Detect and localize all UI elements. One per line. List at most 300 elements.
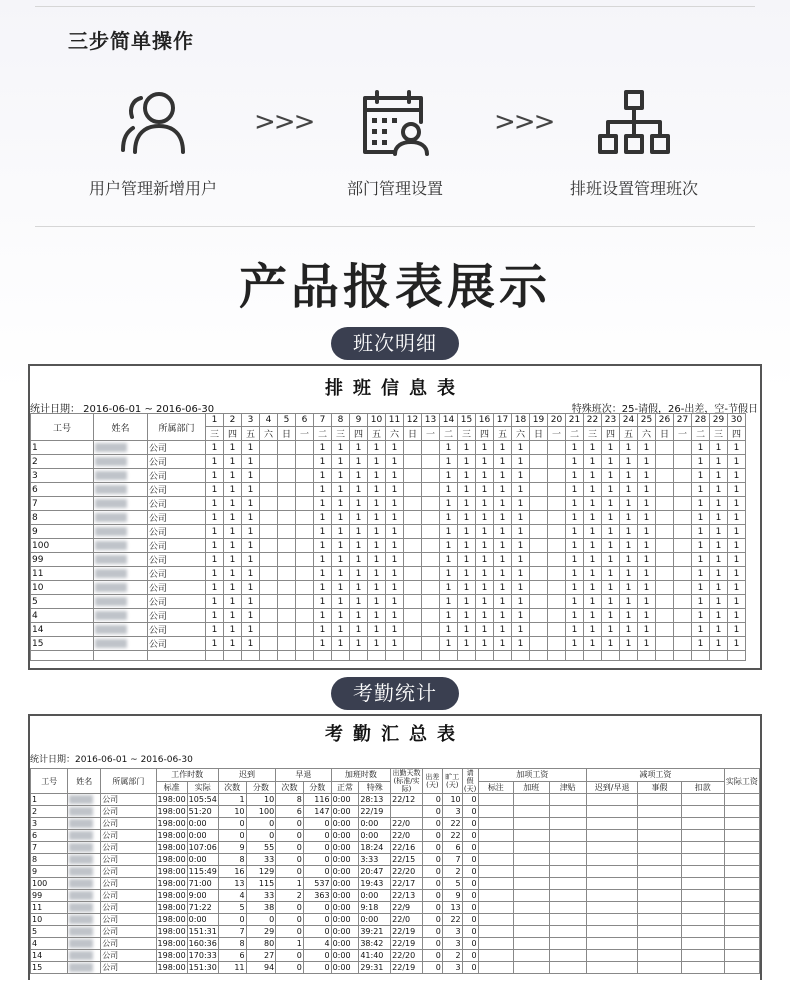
col-header-leave-days: 请假(天) bbox=[463, 769, 477, 793]
wage-cell bbox=[478, 830, 513, 842]
empty-cell bbox=[692, 651, 710, 661]
shift-cell: 1 bbox=[224, 455, 242, 469]
shift-cell bbox=[422, 609, 440, 623]
shift-cell: 1 bbox=[710, 539, 728, 553]
shift-cell: 1 bbox=[620, 497, 638, 511]
shift-cell: 1 bbox=[440, 567, 458, 581]
employee-id: 1 bbox=[31, 441, 94, 455]
section-divider bbox=[35, 226, 755, 227]
actual-hours: 0:00 bbox=[187, 818, 218, 830]
day-header: 16 bbox=[476, 414, 494, 427]
shift-cell: 1 bbox=[584, 469, 602, 483]
shift-cell bbox=[296, 609, 314, 623]
wage-cell bbox=[724, 938, 759, 950]
shift-cell bbox=[278, 581, 296, 595]
shift-cell: 1 bbox=[458, 581, 476, 595]
shift-cell: 1 bbox=[458, 539, 476, 553]
shift-cell: 1 bbox=[458, 511, 476, 525]
ot-special: 18:24 bbox=[359, 842, 391, 854]
shift-cell: 1 bbox=[710, 637, 728, 651]
employee-id: 15 bbox=[31, 962, 68, 974]
shift-cell: 1 bbox=[368, 637, 386, 651]
day-header: 21 bbox=[566, 414, 584, 427]
shift-cell: 1 bbox=[314, 525, 332, 539]
shift-cell: 1 bbox=[350, 525, 368, 539]
attendance-table bbox=[30, 768, 760, 974]
shift-cell: 1 bbox=[242, 581, 260, 595]
shift-cell: 1 bbox=[440, 553, 458, 567]
shift-cell: 1 bbox=[728, 483, 746, 497]
shift-cell bbox=[296, 469, 314, 483]
department: 公司 bbox=[148, 581, 206, 595]
employee-id: 1 bbox=[31, 794, 68, 806]
step-label: 用户管理新增用户 bbox=[88, 179, 217, 198]
day-header: 1 bbox=[206, 414, 224, 427]
schedule-row bbox=[31, 581, 746, 595]
early-times: 1 bbox=[276, 878, 304, 890]
shift-cell: 1 bbox=[602, 581, 620, 595]
wage-cell bbox=[478, 794, 513, 806]
empty-cell bbox=[206, 651, 224, 661]
day-header: 12 bbox=[404, 414, 422, 427]
shift-cell: 1 bbox=[368, 539, 386, 553]
shift-cell: 1 bbox=[512, 469, 530, 483]
day-header: 10 bbox=[368, 414, 386, 427]
attend-days: 22/9 bbox=[391, 902, 423, 914]
shift-cell bbox=[278, 511, 296, 525]
empty-cell bbox=[458, 651, 476, 661]
shift-cell: 1 bbox=[692, 609, 710, 623]
wage-cell bbox=[681, 854, 724, 866]
out-days: 0 bbox=[422, 962, 442, 974]
empty-cell bbox=[148, 651, 206, 661]
empty-cell bbox=[422, 651, 440, 661]
col-header-id: 工号 bbox=[31, 769, 68, 794]
shift-cell: 1 bbox=[386, 623, 404, 637]
department: 公司 bbox=[148, 539, 206, 553]
shift-cell: 1 bbox=[368, 483, 386, 497]
late-minutes: 0 bbox=[246, 914, 276, 926]
shift-cell bbox=[674, 553, 692, 567]
empty-cell bbox=[674, 651, 692, 661]
shift-cell: 1 bbox=[512, 623, 530, 637]
shift-cell: 1 bbox=[692, 511, 710, 525]
attendance-row bbox=[31, 842, 760, 854]
attendance-row bbox=[31, 902, 760, 914]
schedule-row bbox=[31, 483, 746, 497]
ot-normal: 0:00 bbox=[331, 842, 359, 854]
shift-cell: 1 bbox=[566, 455, 584, 469]
ot-special: 3:33 bbox=[359, 854, 391, 866]
early-minutes: 0 bbox=[303, 866, 331, 878]
col-header-absent-days: 旷工(天) bbox=[442, 769, 462, 794]
shift-cell: 1 bbox=[566, 469, 584, 483]
ot-normal: 0:00 bbox=[331, 902, 359, 914]
leave-days: 0 bbox=[462, 854, 478, 866]
shift-cell: 1 bbox=[350, 455, 368, 469]
weekday-header: 四 bbox=[350, 427, 368, 441]
shift-cell: 1 bbox=[224, 539, 242, 553]
schedule-row bbox=[31, 525, 746, 539]
wage-cell bbox=[478, 890, 513, 902]
shift-cell: 1 bbox=[584, 525, 602, 539]
shift-cell: 1 bbox=[458, 623, 476, 637]
attendance-row bbox=[31, 866, 760, 878]
department: 公司 bbox=[148, 623, 206, 637]
weekday-header: 一 bbox=[674, 427, 692, 441]
shift-cell: 1 bbox=[692, 483, 710, 497]
shift-cell: 1 bbox=[620, 483, 638, 497]
step-label: 部门管理设置 bbox=[346, 179, 443, 198]
col-header-work-hours: 工作时数 bbox=[156, 769, 218, 782]
shift-cell bbox=[296, 525, 314, 539]
shift-cell: 1 bbox=[494, 511, 512, 525]
shift-cell bbox=[278, 455, 296, 469]
shift-cell: 1 bbox=[386, 595, 404, 609]
department: 公司 bbox=[101, 830, 156, 842]
weekday-header: 四 bbox=[602, 427, 620, 441]
department: 公司 bbox=[101, 854, 156, 866]
shift-cell: 1 bbox=[440, 539, 458, 553]
late-times: 0 bbox=[218, 830, 246, 842]
wage-cell bbox=[549, 890, 586, 902]
shift-cell bbox=[530, 511, 548, 525]
shift-cell: 1 bbox=[710, 525, 728, 539]
shift-cell: 1 bbox=[494, 483, 512, 497]
leave-days: 0 bbox=[462, 866, 478, 878]
department: 公司 bbox=[101, 938, 156, 950]
blurred-name bbox=[95, 443, 127, 452]
shift-cell: 1 bbox=[602, 567, 620, 581]
shift-cell bbox=[404, 609, 422, 623]
ot-normal: 0:00 bbox=[331, 938, 359, 950]
shift-cell: 1 bbox=[710, 553, 728, 567]
shift-cell bbox=[422, 525, 440, 539]
early-times: 0 bbox=[276, 842, 304, 854]
shift-cell bbox=[278, 567, 296, 581]
early-times: 0 bbox=[276, 854, 304, 866]
employee-id: 100 bbox=[31, 539, 94, 553]
shift-cell: 1 bbox=[224, 595, 242, 609]
shift-cell: 1 bbox=[332, 469, 350, 483]
wage-cell bbox=[681, 818, 724, 830]
leave-days: 0 bbox=[462, 806, 478, 818]
wage-cell bbox=[549, 806, 586, 818]
blurred-name bbox=[69, 951, 93, 960]
shift-cell: 1 bbox=[350, 595, 368, 609]
wage-cell bbox=[586, 830, 638, 842]
wage-cell bbox=[724, 914, 759, 926]
shift-cell: 1 bbox=[458, 567, 476, 581]
shift-cell bbox=[422, 497, 440, 511]
shift-cell: 1 bbox=[638, 567, 656, 581]
shift-cell: 1 bbox=[692, 567, 710, 581]
employee-name bbox=[68, 866, 101, 878]
shift-cell: 1 bbox=[332, 581, 350, 595]
col-header-id: 工号 bbox=[31, 414, 94, 441]
shift-cell bbox=[530, 539, 548, 553]
shift-cell: 1 bbox=[206, 553, 224, 567]
shift-cell: 1 bbox=[332, 497, 350, 511]
schedule-row bbox=[31, 567, 746, 581]
ot-special: 19:43 bbox=[359, 878, 391, 890]
wage-cell bbox=[724, 890, 759, 902]
employee-name bbox=[68, 902, 101, 914]
shift-cell bbox=[260, 525, 278, 539]
wage-cell bbox=[549, 914, 586, 926]
attend-days: 22/20 bbox=[391, 950, 423, 962]
day-header: 24 bbox=[620, 414, 638, 427]
shift-cell: 1 bbox=[242, 469, 260, 483]
attendance-sheet bbox=[28, 714, 762, 980]
shift-cell bbox=[296, 623, 314, 637]
shift-cell: 1 bbox=[458, 553, 476, 567]
shift-cell bbox=[548, 539, 566, 553]
shift-cell: 1 bbox=[584, 609, 602, 623]
late-times: 5 bbox=[218, 902, 246, 914]
shift-cell bbox=[656, 497, 674, 511]
shift-cell: 1 bbox=[692, 595, 710, 609]
schedule-meta bbox=[30, 398, 760, 413]
shift-cell: 1 bbox=[224, 469, 242, 483]
shift-cell: 1 bbox=[314, 609, 332, 623]
employee-name bbox=[94, 609, 148, 623]
shift-cell: 1 bbox=[584, 483, 602, 497]
department: 公司 bbox=[101, 818, 156, 830]
sub-header-normal: 正常 bbox=[331, 781, 359, 794]
wage-cell bbox=[638, 962, 681, 974]
schedule-empty-row bbox=[31, 651, 746, 661]
weekday-header: 六 bbox=[260, 427, 278, 441]
blurred-name bbox=[95, 555, 127, 564]
standard-hours: 198:00 bbox=[157, 807, 186, 816]
shift-cell: 1 bbox=[224, 581, 242, 595]
shift-cell bbox=[656, 469, 674, 483]
standard-hours: 198:00 bbox=[157, 915, 186, 924]
actual-hours: 170:33 bbox=[188, 951, 217, 960]
shift-cell: 1 bbox=[242, 553, 260, 567]
wage-cell bbox=[681, 902, 724, 914]
sub-header-deduct: 事假 bbox=[638, 781, 681, 794]
shift-cell bbox=[548, 525, 566, 539]
shift-cell: 1 bbox=[224, 623, 242, 637]
shift-cell: 1 bbox=[620, 553, 638, 567]
early-minutes: 363 bbox=[303, 890, 331, 902]
absent-days: 6 bbox=[442, 842, 462, 854]
actual-hours: 115:49 bbox=[188, 867, 217, 876]
wage-cell bbox=[638, 866, 681, 878]
employee-id: 8 bbox=[31, 854, 68, 866]
wage-cell bbox=[514, 830, 549, 842]
blurred-name bbox=[69, 903, 93, 912]
shift-cell: 1 bbox=[224, 637, 242, 651]
shift-cell bbox=[656, 525, 674, 539]
day-header: 7 bbox=[314, 414, 332, 427]
shift-cell bbox=[548, 469, 566, 483]
shift-cell: 1 bbox=[332, 525, 350, 539]
users-icon bbox=[113, 88, 193, 158]
leave-days: 0 bbox=[462, 878, 478, 890]
late-minutes: 33 bbox=[246, 890, 276, 902]
employee-id: 2 bbox=[31, 455, 94, 469]
ot-normal: 0:00 bbox=[331, 878, 359, 890]
weekday-header: 二 bbox=[692, 427, 710, 441]
shift-cell: 1 bbox=[458, 609, 476, 623]
department: 公司 bbox=[101, 914, 156, 926]
step-department bbox=[295, 88, 495, 199]
late-times: 11 bbox=[218, 962, 246, 974]
employee-id: 9 bbox=[31, 525, 94, 539]
out-days: 0 bbox=[422, 842, 442, 854]
shift-cell: 1 bbox=[368, 525, 386, 539]
shift-cell: 1 bbox=[710, 609, 728, 623]
wage-cell bbox=[681, 962, 724, 974]
shift-cell bbox=[278, 609, 296, 623]
absent-days: 22 bbox=[442, 914, 462, 926]
ot-normal: 0:00 bbox=[331, 818, 359, 830]
blurred-name bbox=[69, 831, 93, 840]
shift-cell bbox=[674, 511, 692, 525]
shift-cell: 1 bbox=[638, 595, 656, 609]
employee-name bbox=[94, 455, 148, 469]
schedule-special-note: 特殊班次：25-请假，26-出差，空-节假日 bbox=[571, 404, 758, 415]
attendance-date-range: 统计日期：2016-06-01 ~ 2016-06-30 bbox=[30, 755, 193, 765]
blurred-name bbox=[95, 541, 127, 550]
shift-cell: 1 bbox=[476, 455, 494, 469]
late-minutes: 80 bbox=[246, 938, 276, 950]
early-minutes: 0 bbox=[303, 926, 331, 938]
shift-cell: 1 bbox=[692, 623, 710, 637]
shift-cell: 1 bbox=[332, 483, 350, 497]
attendance-row bbox=[31, 938, 760, 950]
employee-name bbox=[94, 623, 148, 637]
shift-cell: 1 bbox=[638, 469, 656, 483]
shift-cell: 1 bbox=[620, 637, 638, 651]
shift-cell: 1 bbox=[638, 623, 656, 637]
shift-cell: 1 bbox=[476, 567, 494, 581]
weekday-header: 日 bbox=[530, 427, 548, 441]
shift-cell: 1 bbox=[566, 539, 584, 553]
shift-cell: 1 bbox=[242, 609, 260, 623]
wage-cell bbox=[514, 914, 549, 926]
shift-cell bbox=[530, 581, 548, 595]
shift-cell: 1 bbox=[512, 539, 530, 553]
shift-cell: 1 bbox=[242, 511, 260, 525]
shift-cell: 1 bbox=[638, 581, 656, 595]
employee-name bbox=[94, 595, 148, 609]
shift-cell: 1 bbox=[476, 623, 494, 637]
shift-cell: 1 bbox=[494, 539, 512, 553]
shift-cell: 1 bbox=[638, 553, 656, 567]
employee-name bbox=[94, 525, 148, 539]
shift-cell bbox=[260, 637, 278, 651]
shift-cell bbox=[548, 609, 566, 623]
shift-cell: 1 bbox=[728, 525, 746, 539]
late-minutes: 100 bbox=[246, 806, 276, 818]
shift-cell bbox=[548, 455, 566, 469]
shift-cell: 1 bbox=[206, 469, 224, 483]
wage-cell bbox=[638, 902, 681, 914]
shift-cell: 1 bbox=[512, 455, 530, 469]
weekday-header: 日 bbox=[278, 427, 296, 441]
shift-cell: 1 bbox=[620, 455, 638, 469]
shift-cell bbox=[278, 469, 296, 483]
shift-cell: 1 bbox=[476, 441, 494, 455]
empty-cell bbox=[656, 651, 674, 661]
empty-cell bbox=[386, 651, 404, 661]
employee-name bbox=[94, 581, 148, 595]
day-header: 30 bbox=[728, 414, 746, 427]
schedule-row bbox=[31, 497, 746, 511]
col-header-deduct-items: 减项工资 bbox=[586, 769, 724, 782]
schedule-row bbox=[31, 539, 746, 553]
employee-name bbox=[94, 441, 148, 455]
actual-hours: 105:54 bbox=[188, 795, 217, 804]
shift-cell: 1 bbox=[350, 511, 368, 525]
shift-cell: 1 bbox=[566, 623, 584, 637]
attend-days: 22/19 bbox=[391, 926, 423, 938]
ot-special: 28:13 bbox=[359, 794, 391, 806]
shift-cell bbox=[548, 581, 566, 595]
early-times: 0 bbox=[276, 950, 304, 962]
standard-hours: 198:00 bbox=[157, 939, 186, 948]
department: 公司 bbox=[101, 866, 156, 878]
shift-cell: 1 bbox=[314, 567, 332, 581]
late-times: 8 bbox=[218, 938, 246, 950]
shift-cell bbox=[422, 567, 440, 581]
employee-id: 6 bbox=[31, 830, 68, 842]
shift-cell bbox=[422, 483, 440, 497]
wage-cell bbox=[724, 818, 759, 830]
shift-cell bbox=[656, 483, 674, 497]
day-header: 8 bbox=[332, 414, 350, 427]
department: 公司 bbox=[148, 469, 206, 483]
wage-cell bbox=[478, 806, 513, 818]
ot-special: 0:00 bbox=[359, 914, 391, 926]
ot-special: 41:40 bbox=[359, 950, 391, 962]
employee-id: 5 bbox=[31, 926, 68, 938]
empty-cell bbox=[404, 651, 422, 661]
blurred-name bbox=[69, 843, 93, 852]
employee-name bbox=[68, 914, 101, 926]
employee-name bbox=[68, 830, 101, 842]
wage-cell bbox=[478, 866, 513, 878]
shift-cell: 1 bbox=[728, 497, 746, 511]
shift-cell: 1 bbox=[692, 581, 710, 595]
shift-cell bbox=[548, 595, 566, 609]
early-times: 1 bbox=[276, 938, 304, 950]
day-header: 26 bbox=[656, 414, 674, 427]
shift-cell: 1 bbox=[350, 483, 368, 497]
leave-days: 0 bbox=[462, 890, 478, 902]
wage-cell bbox=[549, 962, 586, 974]
attend-days: 22/0 bbox=[391, 830, 423, 842]
shift-cell bbox=[260, 469, 278, 483]
shift-cell bbox=[404, 553, 422, 567]
standard-hours: 198:00 bbox=[157, 867, 186, 876]
early-minutes: 147 bbox=[303, 806, 331, 818]
shift-cell bbox=[548, 637, 566, 651]
shift-cell: 1 bbox=[584, 595, 602, 609]
shift-cell: 1 bbox=[350, 553, 368, 567]
shift-cell: 1 bbox=[512, 483, 530, 497]
shift-cell: 1 bbox=[476, 525, 494, 539]
ot-special: 20:47 bbox=[359, 866, 391, 878]
shift-cell: 1 bbox=[620, 441, 638, 455]
employee-id: 7 bbox=[31, 842, 68, 854]
early-times: 0 bbox=[276, 830, 304, 842]
empty-cell bbox=[332, 651, 350, 661]
